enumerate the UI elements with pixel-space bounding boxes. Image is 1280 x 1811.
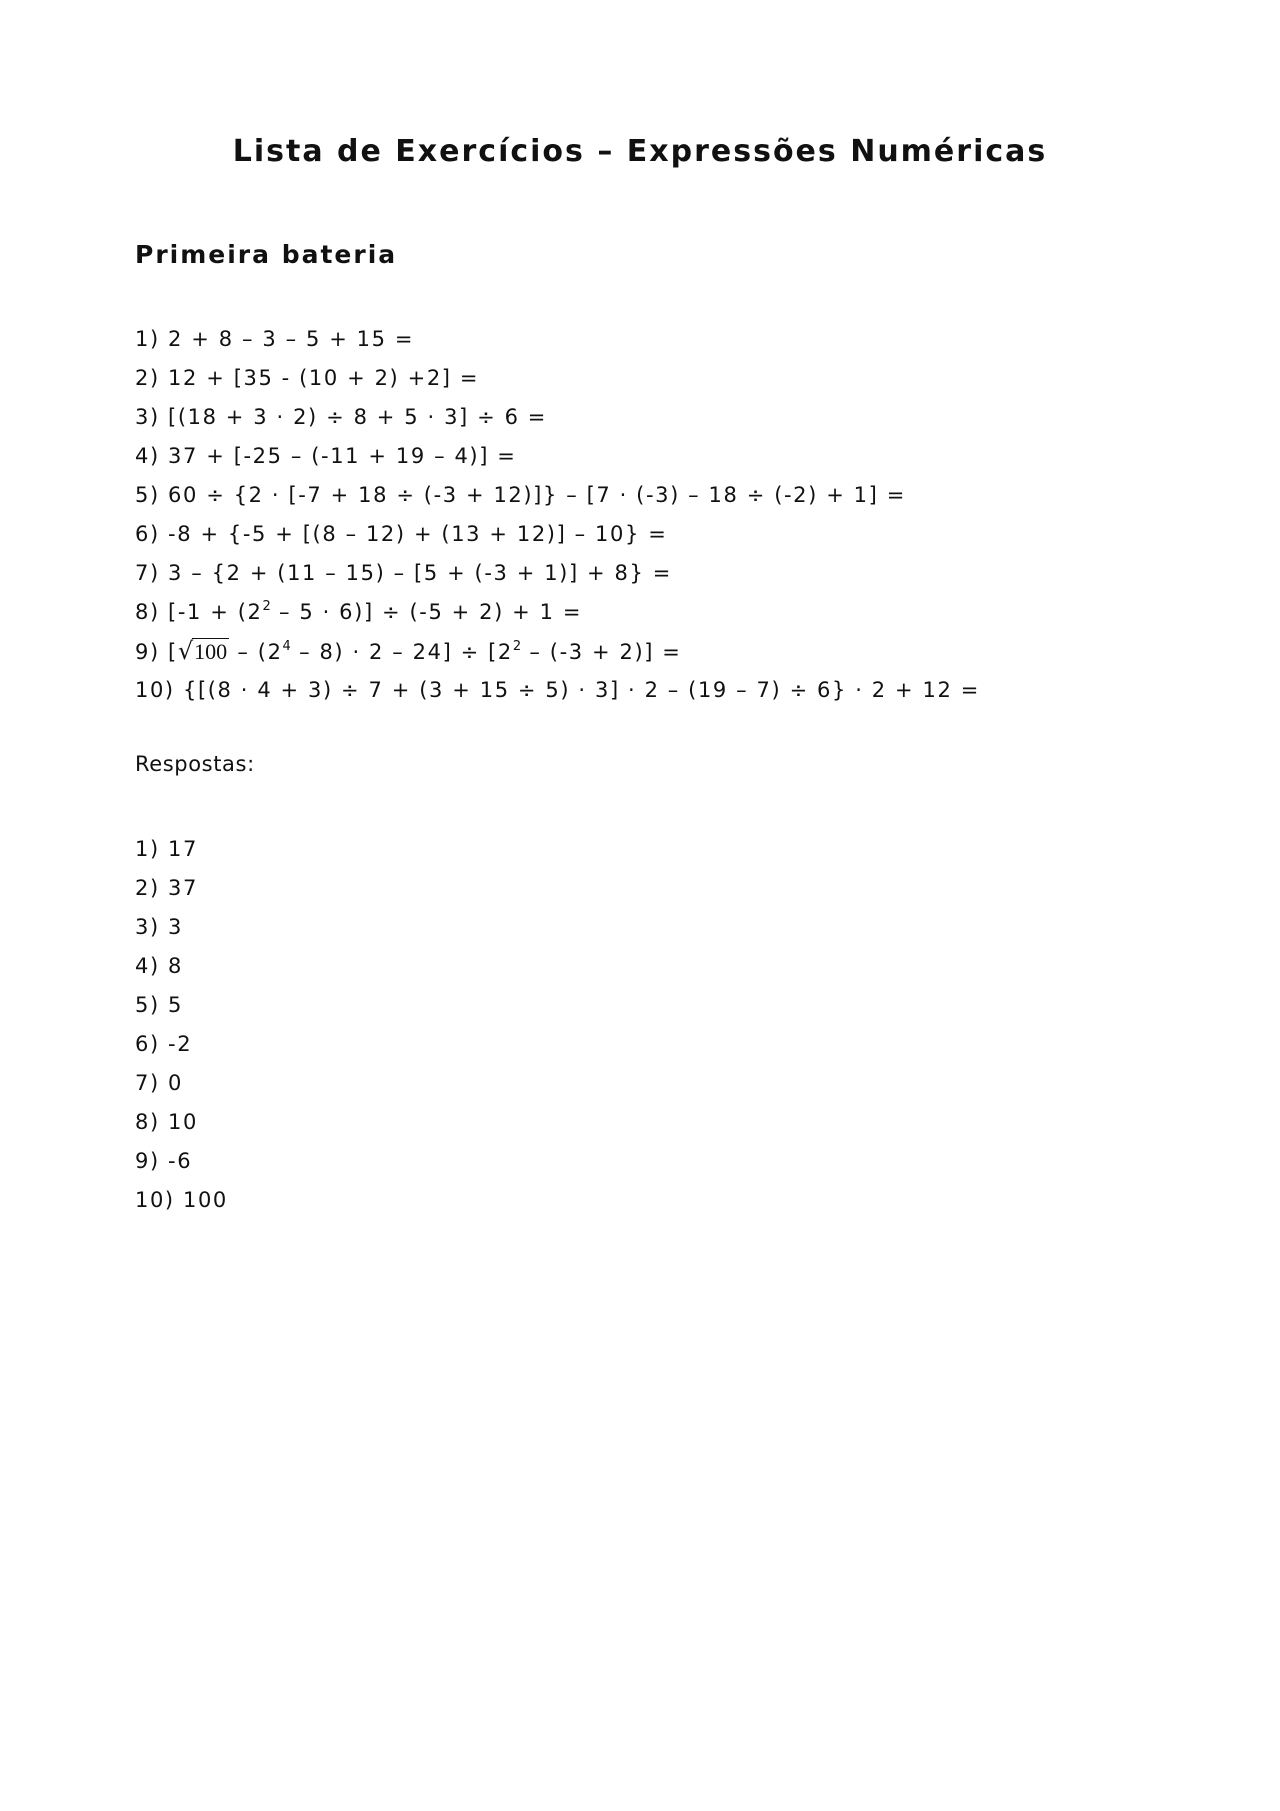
answers-list: [135, 830, 228, 1220]
exercise-item: [135, 632, 980, 671]
exponent: 2: [262, 599, 271, 614]
answer-item: 7) 0: [135, 1071, 183, 1095]
answer-item: 4) 8: [135, 954, 183, 978]
exercise-text: – (2: [229, 640, 283, 664]
radical-sign: √: [177, 637, 194, 665]
exercise-item: 6) -8 + {-5 + [(8 – 12) + (13 + 12)] – 10} =: [135, 522, 668, 546]
exercise-item: 10) {[(8 · 4 + 3) ÷ 7 + (3 + 15 ÷ 5) · 3] · 2 – (19 – 7) ÷ 6} · 2 + 12 =: [135, 678, 980, 702]
exercise-text: 8) [-1 + (2: [135, 600, 263, 624]
section-title: Primeira bateria: [135, 240, 398, 269]
exponent: 4: [282, 639, 291, 654]
exercise-item: [135, 593, 980, 632]
exercise-item: 1) 2 + 8 – 3 – 5 + 15 =: [135, 327, 415, 351]
exponent: 2: [512, 639, 522, 654]
answer-item: 9) -6: [135, 1149, 193, 1173]
answer-item: 8) 10: [135, 1110, 198, 1134]
answer-item: 5) 5: [135, 993, 183, 1017]
square-root: [178, 632, 229, 672]
document-title: Lista de Exercícios – Expressões Numéricas: [232, 134, 1048, 169]
exercise-item: 3) [(18 + 3 · 2) ÷ 8 + 5 · 3] ÷ 6 =: [135, 405, 547, 429]
exercise-text: – 8) · 2 – 24] ÷ [2: [290, 640, 513, 664]
answer-item: 10) 100: [135, 1188, 228, 1212]
exercise-text: – 5 · 6)] ÷ (-5 + 2) + 1 =: [270, 600, 583, 624]
answer-item: 2) 37: [135, 876, 198, 900]
exercise-text: – (-3 + 2)] =: [521, 640, 682, 664]
exercise-text: 9) [: [135, 640, 178, 664]
exercise-item: 7) 3 – {2 + (11 – 15) – [5 + (-3 + 1)] + 8} =: [135, 561, 672, 585]
answer-item: 3) 3: [135, 915, 183, 939]
exercise-item: 4) 37 + [-25 – (-11 + 19 – 4)] =: [135, 444, 517, 468]
exercise-list: [135, 320, 980, 710]
answer-item: 6) -2: [135, 1032, 193, 1056]
exercise-item: 2) 12 + [35 - (10 + 2) +2] =: [135, 366, 480, 390]
answers-label: Respostas:: [135, 752, 255, 776]
answer-item: 1) 17: [135, 837, 198, 861]
exercise-item: 5) 60 ÷ {2 · [-7 + 18 ÷ (-3 + 12)]} – [7 · (-3) – 18 ÷ (-2) + 1] =: [135, 483, 906, 507]
radicand: 100: [194, 639, 228, 664]
